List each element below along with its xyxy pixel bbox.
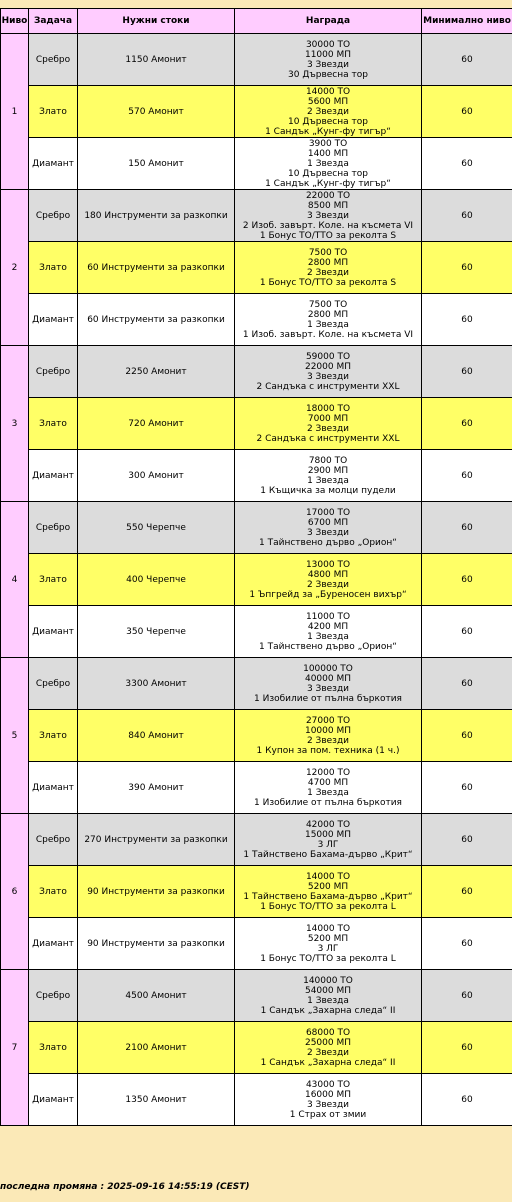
min-level-cell: 60	[422, 190, 512, 242]
goods-cell: 400 Черепче	[78, 554, 235, 606]
min-level-cell: 60	[422, 242, 512, 294]
task-cell: Сребро	[29, 34, 78, 86]
goods-cell: 60 Инструменти за разкопки	[78, 242, 235, 294]
reward-cell	[235, 502, 422, 554]
reward-line: 14000 ТО	[305, 923, 351, 934]
reward-line: 2 Сандъка с инструменти XXL	[256, 433, 400, 444]
reward-cell	[235, 918, 422, 970]
goods-cell: 1150 Амонит	[78, 34, 235, 86]
min-level-cell: 60	[422, 866, 512, 918]
task-cell: Сребро	[29, 502, 78, 554]
table-body	[1, 34, 512, 1126]
table-row	[1, 398, 512, 450]
goods-cell: 720 Амонит	[78, 398, 235, 450]
reward-line: 1 Тайнствено Бахама-дърво „Крит“	[243, 891, 413, 902]
min-level-cell: 60	[422, 918, 512, 970]
level-cell: 6	[1, 814, 29, 970]
reward-line: 4800 МП	[307, 569, 349, 580]
table-row	[1, 1022, 512, 1074]
min-level-cell: 60	[422, 970, 512, 1022]
reward-line: 1 Тайнствено Бахама-дърво „Крит“	[243, 849, 413, 860]
min-level-cell: 60	[422, 398, 512, 450]
reward-cell	[235, 190, 422, 242]
reward-line: 1 Звезда	[307, 158, 349, 169]
header-goods: Нужни стоки	[78, 9, 235, 34]
reward-line: 43000 ТО	[305, 1079, 351, 1090]
reward-line: 2900 МП	[307, 465, 349, 476]
reward-line: 1 Сандък „Кунг-фу тигър“	[265, 178, 391, 189]
goods-cell: 90 Инструменти за разкопки	[78, 866, 235, 918]
reward-line: 10000 МП	[304, 725, 352, 736]
task-cell: Злато	[29, 1022, 78, 1074]
reward-cell	[235, 970, 422, 1022]
reward-line: 25000 МП	[304, 1037, 352, 1048]
task-cell: Диамант	[29, 138, 78, 190]
reward-line: 6700 МП	[307, 517, 349, 528]
level-cell: 4	[1, 502, 29, 658]
reward-line: 7000 МП	[307, 413, 349, 424]
reward-line: 1 Звезда	[307, 319, 349, 330]
reward-cell	[235, 138, 422, 190]
reward-line: 3 ЛГ	[317, 943, 339, 954]
reward-line: 3 Звезди	[306, 59, 350, 70]
task-cell: Диамант	[29, 606, 78, 658]
goods-cell: 840 Амонит	[78, 710, 235, 762]
table-row	[1, 710, 512, 762]
reward-line: 100000 ТО	[303, 663, 353, 674]
goods-cell: 60 Инструменти за разкопки	[78, 294, 235, 346]
level-cell: 1	[1, 34, 29, 190]
reward-cell	[235, 762, 422, 814]
top-band	[0, 0, 512, 8]
reward-line: 30000 ТО	[305, 39, 351, 50]
reward-cell	[235, 86, 422, 138]
reward-line: 1 Бонус ТО/ТТО за реколта S	[259, 230, 397, 241]
reward-line: 22000 МП	[304, 361, 352, 372]
table-row	[1, 606, 512, 658]
reward-line: 7500 ТО	[308, 299, 348, 310]
reward-line: 140000 ТО	[303, 975, 353, 986]
reward-cell	[235, 866, 422, 918]
min-level-cell: 60	[422, 1022, 512, 1074]
reward-line: 5200 МП	[307, 881, 349, 892]
reward-line: 1 Страх от змии	[289, 1109, 367, 1120]
table-row	[1, 502, 512, 554]
reward-line: 14000 ТО	[305, 871, 351, 882]
min-level-cell: 60	[422, 762, 512, 814]
reward-line: 10 Дървесна тор	[288, 168, 368, 179]
level-cell: 2	[1, 190, 29, 346]
min-level-cell: 60	[422, 814, 512, 866]
min-level-cell: 60	[422, 502, 512, 554]
goods-cell: 2250 Амонит	[78, 346, 235, 398]
reward-cell	[235, 294, 422, 346]
reward-line: 1 Звезда	[307, 631, 349, 642]
header-task: Задача	[29, 9, 78, 34]
task-cell: Сребро	[29, 346, 78, 398]
reward-line: 7500 ТО	[308, 247, 348, 258]
reward-line: 2 Звезди	[306, 423, 350, 434]
reward-line: 1 Къщичка за молци пудели	[260, 485, 396, 496]
min-level-cell: 60	[422, 1074, 512, 1126]
reward-line: 1 Сандък „Захарна следа“ II	[260, 1005, 396, 1016]
reward-cell	[235, 606, 422, 658]
goods-cell: 180 Инструменти за разкопки	[78, 190, 235, 242]
last-modified: последна промяна : 2025-09-16 14:55:19 (CEST)	[0, 1182, 250, 1192]
reward-cell	[235, 814, 422, 866]
goods-cell: 1350 Амонит	[78, 1074, 235, 1126]
task-cell: Сребро	[29, 658, 78, 710]
reward-line: 8500 МП	[307, 200, 349, 211]
task-cell: Злато	[29, 398, 78, 450]
table-row	[1, 814, 512, 866]
reward-line: 16000 МП	[304, 1089, 352, 1100]
reward-line: 1 Бонус ТО/ТТО за реколта S	[259, 277, 397, 288]
goods-cell: 2100 Амонит	[78, 1022, 235, 1074]
min-level-cell: 60	[422, 554, 512, 606]
reward-line: 2 Звезди	[306, 106, 350, 117]
reward-line: 3 Звезди	[306, 527, 350, 538]
table-row	[1, 866, 512, 918]
header-reward: Награда	[235, 9, 422, 34]
table-row	[1, 762, 512, 814]
min-level-cell: 60	[422, 710, 512, 762]
level-cell: 7	[1, 970, 29, 1126]
goods-cell: 270 Инструменти за разкопки	[78, 814, 235, 866]
reward-line: 27000 ТО	[305, 715, 351, 726]
reward-line: 1 Тайнствено дърво „Орион“	[259, 641, 397, 652]
reward-line: 3 ЛГ	[317, 839, 339, 850]
reward-line: 30 Дървесна тор	[288, 69, 368, 80]
task-cell: Сребро	[29, 970, 78, 1022]
reward-line: 2 Звезди	[306, 735, 350, 746]
reward-line: 5200 МП	[307, 933, 349, 944]
goods-cell: 3300 Амонит	[78, 658, 235, 710]
reward-line: 1 Ъпгрейд за „Буреносен вихър“	[249, 589, 407, 600]
reward-line: 3 Звезди	[306, 683, 350, 694]
reward-line: 1 Изобилие от пълна бъркотия	[254, 797, 402, 808]
header-row	[1, 9, 512, 34]
reward-line: 2 Звезди	[306, 1047, 350, 1058]
reward-cell	[235, 346, 422, 398]
table-row	[1, 190, 512, 242]
reward-line: 7800 ТО	[308, 455, 348, 466]
goods-cell: 570 Амонит	[78, 86, 235, 138]
min-level-cell: 60	[422, 86, 512, 138]
reward-line: 2800 МП	[307, 309, 349, 320]
reward-cell	[235, 1074, 422, 1126]
reward-line: 1 Звезда	[307, 475, 349, 486]
reward-line: 2 Изоб. завърт. Коле. на късмета VI	[242, 220, 414, 231]
goods-cell: 300 Амонит	[78, 450, 235, 502]
reward-cell	[235, 710, 422, 762]
table-row	[1, 970, 512, 1022]
goods-cell: 150 Амонит	[78, 138, 235, 190]
table-row	[1, 294, 512, 346]
reward-line: 11000 МП	[304, 49, 352, 60]
goods-cell: 550 Черепче	[78, 502, 235, 554]
table-row	[1, 554, 512, 606]
reward-line: 22000 ТО	[305, 190, 351, 201]
reward-cell	[235, 34, 422, 86]
reward-line: 3900 ТО	[308, 138, 348, 149]
task-cell: Злато	[29, 866, 78, 918]
reward-line: 2 Сандъка с инструменти XXL	[256, 381, 400, 392]
reward-line: 54000 МП	[304, 985, 352, 996]
task-cell: Сребро	[29, 814, 78, 866]
min-level-cell: 60	[422, 606, 512, 658]
reward-line: 1 Звезда	[307, 995, 349, 1006]
min-level-cell: 60	[422, 294, 512, 346]
reward-line: 68000 ТО	[305, 1027, 351, 1038]
table-row	[1, 242, 512, 294]
reward-line: 1 Бонус ТО/ТТО за реколта L	[260, 953, 396, 964]
reward-line: 2800 МП	[307, 257, 349, 268]
task-cell: Диамант	[29, 294, 78, 346]
reward-line: 10 Дървесна тор	[288, 116, 368, 127]
reward-line: 15000 МП	[304, 829, 352, 840]
reward-line: 42000 ТО	[305, 819, 351, 830]
reward-line: 40000 МП	[304, 673, 352, 684]
reward-line: 1 Тайнствено дърво „Орион“	[259, 537, 397, 548]
reward-cell	[235, 658, 422, 710]
table-row	[1, 918, 512, 970]
goods-cell: 390 Амонит	[78, 762, 235, 814]
reward-line: 5600 МП	[307, 96, 349, 107]
task-cell: Диамант	[29, 1074, 78, 1126]
reward-line: 17000 ТО	[305, 507, 351, 518]
goods-cell: 350 Черепче	[78, 606, 235, 658]
reward-line: 1 Звезда	[307, 787, 349, 798]
reward-line: 1 Сандък „Кунг-фу тигър“	[265, 126, 391, 137]
reward-line: 4200 МП	[307, 621, 349, 632]
table-row	[1, 450, 512, 502]
goods-cell: 90 Инструменти за разкопки	[78, 918, 235, 970]
task-cell: Сребро	[29, 190, 78, 242]
reward-cell	[235, 242, 422, 294]
header-level: Ниво	[1, 9, 29, 34]
min-level-cell: 60	[422, 658, 512, 710]
reward-line: 13000 ТО	[305, 559, 351, 570]
task-cell: Злато	[29, 86, 78, 138]
min-level-cell: 60	[422, 34, 512, 86]
level-cell: 5	[1, 658, 29, 814]
reward-line: 2 Звезди	[306, 267, 350, 278]
min-level-cell: 60	[422, 450, 512, 502]
reward-cell	[235, 554, 422, 606]
task-cell: Диамант	[29, 762, 78, 814]
reward-line: 1 Бонус ТО/ТТО за реколта L	[260, 901, 396, 912]
reward-line: 1 Сандък „Захарна следа“ II	[260, 1057, 396, 1068]
reward-line: 11000 ТО	[305, 611, 351, 622]
header-min-level: Минимално ниво	[422, 9, 512, 34]
table-row	[1, 138, 512, 190]
reward-cell	[235, 398, 422, 450]
table-row	[1, 34, 512, 86]
min-level-cell: 60	[422, 346, 512, 398]
reward-cell	[235, 450, 422, 502]
table-row	[1, 658, 512, 710]
reward-line: 59000 ТО	[305, 351, 351, 362]
reward-line: 12000 ТО	[305, 767, 351, 778]
task-cell: Злато	[29, 242, 78, 294]
task-cell: Злато	[29, 554, 78, 606]
goods-cell: 4500 Амонит	[78, 970, 235, 1022]
reward-line: 4700 МП	[307, 777, 349, 788]
task-cell: Диамант	[29, 450, 78, 502]
reward-line: 1 Изобилие от пълна бъркотия	[254, 693, 402, 704]
reward-line: 3 Звезди	[306, 1099, 350, 1110]
reward-cell	[235, 1022, 422, 1074]
table-row	[1, 86, 512, 138]
level-cell: 3	[1, 346, 29, 502]
quest-table	[0, 8, 512, 1126]
reward-line: 3 Звезди	[306, 371, 350, 382]
reward-line: 3 Звезди	[306, 210, 350, 221]
reward-line: 1 Купон за пом. техника (1 ч.)	[256, 745, 400, 756]
reward-line: 14000 ТО	[305, 86, 351, 97]
min-level-cell: 60	[422, 138, 512, 190]
table-row	[1, 1074, 512, 1126]
reward-line: 2 Звезди	[306, 579, 350, 590]
table-row	[1, 346, 512, 398]
reward-line: 1 Изоб. завърт. Коле. на късмета VI	[242, 329, 414, 340]
reward-line: 1400 МП	[307, 148, 349, 159]
task-cell: Злато	[29, 710, 78, 762]
reward-line: 18000 ТО	[305, 403, 351, 414]
task-cell: Диамант	[29, 918, 78, 970]
